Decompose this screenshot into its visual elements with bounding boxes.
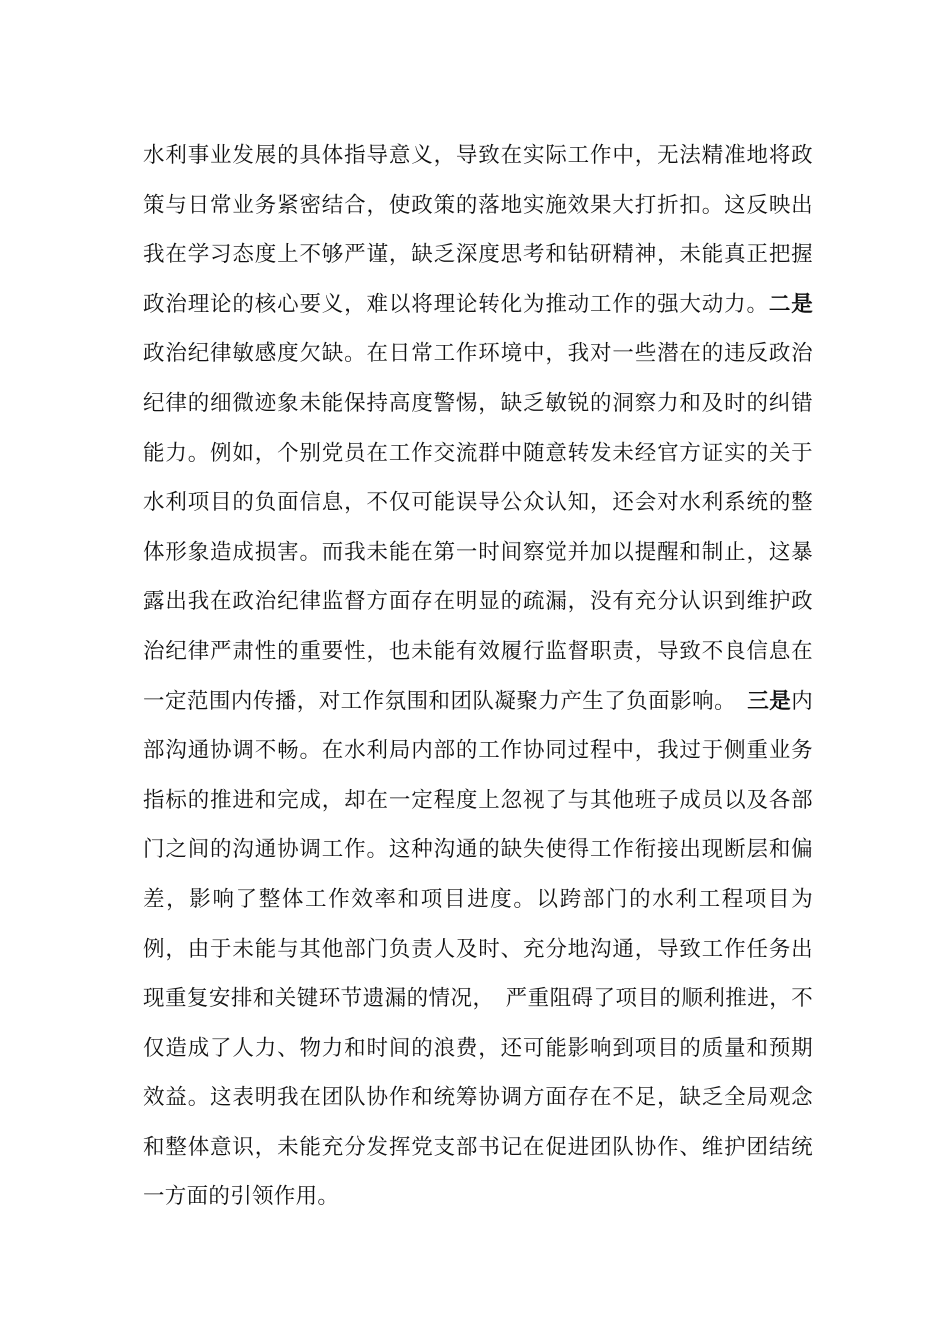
point-two-marker: 二是 [768, 291, 813, 317]
paragraph-text-point-three: 内部沟通协调不畅。在水利局内部的工作协同过程中，我过于侧重业务指标的推进和完成，却在一定程度上忽视了与其他班子成员以及各部门之间的沟通协调工作。这种沟通的缺失使得工作衔接出现断层和偏差，影响了整体工作效率和项目进度。以跨部门的水利工程项目为例，由于未能与其他部门负责人及时、充分地沟通，导致工作任务出现重复安排和关键环节遗漏的情况， 严重阻碍了项目的顺利推进，不仅造成了人力、物力和时间的浪费，还可能影响到项目的质量和预期效益。这表明我在团队协作和统筹协调方面存在不足，缺乏全局观念和整体意识，未能充分发挥党支部书记在促进团队协作、维护团结统一方面的引领作用。 [143, 688, 813, 1210]
paragraph-text-intro: 水利事业发展的具体指导意义，导致在实际工作中，无法精准地将政策与日常业务紧密结合，使政策的落地实施效果大打折扣。这反映出我在学习态度上不够严谨，缺乏深度思考和钻研精神，未能真正把握政治理论的核心要义，难以将理论转化为推动工作的强大动力。 [143, 143, 813, 317]
body-paragraph [143, 131, 813, 1222]
paragraph-text-point-two: 政治纪律敏感度欠缺。在日常工作环境中，我对一些潜在的违反政治纪律的细微迹象未能保持高度警惕，缺乏敏锐的洞察力和及时的纠错能力。例如，个别党员在工作交流群中随意转发未经官方证实的关于水利项目的负面信息，不仅可能误导公众认知，还会对水利系统的整体形象造成损害。而我未能在第一时间察觉并加以提醒和制止，这暴露出我在政治纪律监督方面存在明显的疏漏，没有充分认识到维护政治纪律严肃性的重要性，也未能有效履行监督职责，导致不良信息在一定范围内传播，对工作氛围和团队凝聚力产生了负面影响。 [143, 341, 813, 714]
point-three-marker: 三是 [747, 688, 792, 714]
